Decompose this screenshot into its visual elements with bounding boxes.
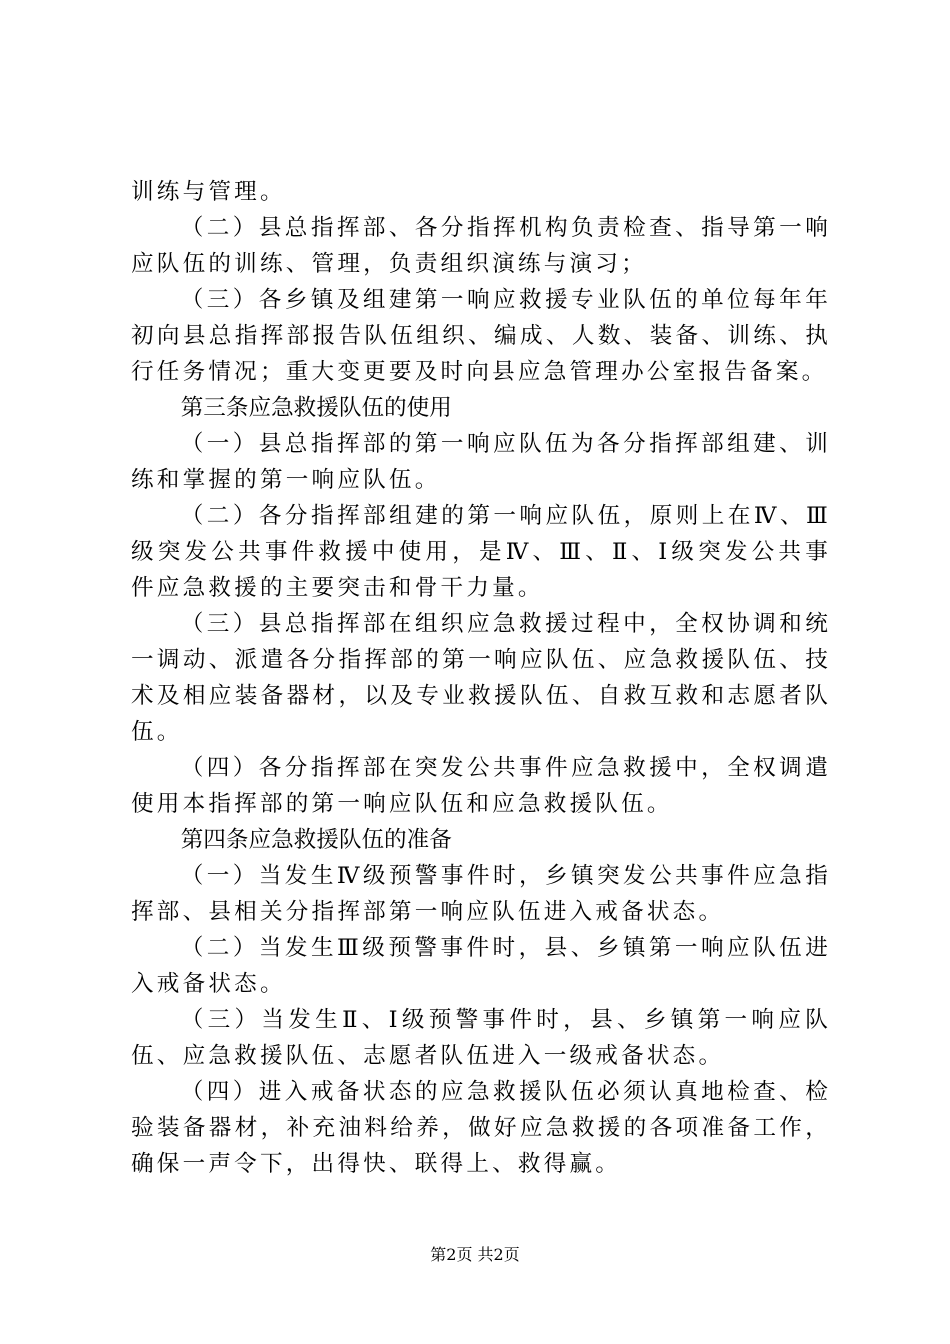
paragraph-article-3-item-2: （二）各分指挥部组建的第一响应队伍，原则上在Ⅳ、Ⅲ级突发公共事件救援中使用，是Ⅳ、Ⅲ、Ⅱ、Ⅰ级突发公共事件应急救援的主要突击和骨干力量。 bbox=[131, 503, 831, 601]
paragraph-article-4-item-2: （二）当发生Ⅲ级预警事件时，县、乡镇第一响应队伍进入戒备状态。 bbox=[131, 935, 831, 997]
paragraph-continuation: 训练与管理。 bbox=[131, 179, 286, 205]
page-number-footer: 第2页 共2页 bbox=[430, 1245, 520, 1264]
paragraph-article-3-item-3: （三）县总指挥部在组织应急救援过程中，全权协调和统一调动、派遣各分指挥部的第一响应队伍、应急救援队伍、技术及相应装备器材，以及专业救援队伍、自救互救和志愿者队伍。 bbox=[131, 611, 831, 745]
paragraph-item-2-inspection: （二）县总指挥部、各分指挥机构负责检查、指导第一响应队伍的训练、管理，负责组织演练与演习； bbox=[131, 215, 831, 277]
document-body bbox=[131, 174, 831, 1182]
paragraph-article-4-item-1: （一）当发生Ⅳ级预警事件时，乡镇突发公共事件应急指挥部、县相关分指挥部第一响应队伍进入戒备状态。 bbox=[131, 863, 831, 925]
section-heading-article-4: 第四条应急救援队伍的准备 bbox=[180, 827, 452, 853]
paragraph-item-3-report: （三）各乡镇及组建第一响应救援专业队伍的单位每年年初向县总指挥部报告队伍组织、编成、人数、装备、训练、执行任务情况；重大变更要及时向县应急管理办公室报告备案。 bbox=[131, 287, 831, 385]
paragraph-article-4-item-3: （三）当发生Ⅱ、Ⅰ级预警事件时，县、乡镇第一响应队伍、应急救援队伍、志愿者队伍进入一级戒备状态。 bbox=[131, 1007, 831, 1069]
paragraph-article-3-item-4: （四）各分指挥部在突发公共事件应急救援中，全权调遣使用本指挥部的第一响应队伍和应急救援队伍。 bbox=[131, 755, 831, 817]
section-heading-article-3: 第三条应急救援队伍的使用 bbox=[180, 395, 452, 421]
paragraph-article-4-item-4: （四）进入戒备状态的应急救援队伍必须认真地检查、检验装备器材，补充油料给养，做好应急救援的各项准备工作，确保一声令下，出得快、联得上、救得赢。 bbox=[131, 1079, 831, 1177]
paragraph-article-3-item-1: （一）县总指挥部的第一响应队伍为各分指挥部组建、训练和掌握的第一响应队伍。 bbox=[131, 431, 831, 493]
